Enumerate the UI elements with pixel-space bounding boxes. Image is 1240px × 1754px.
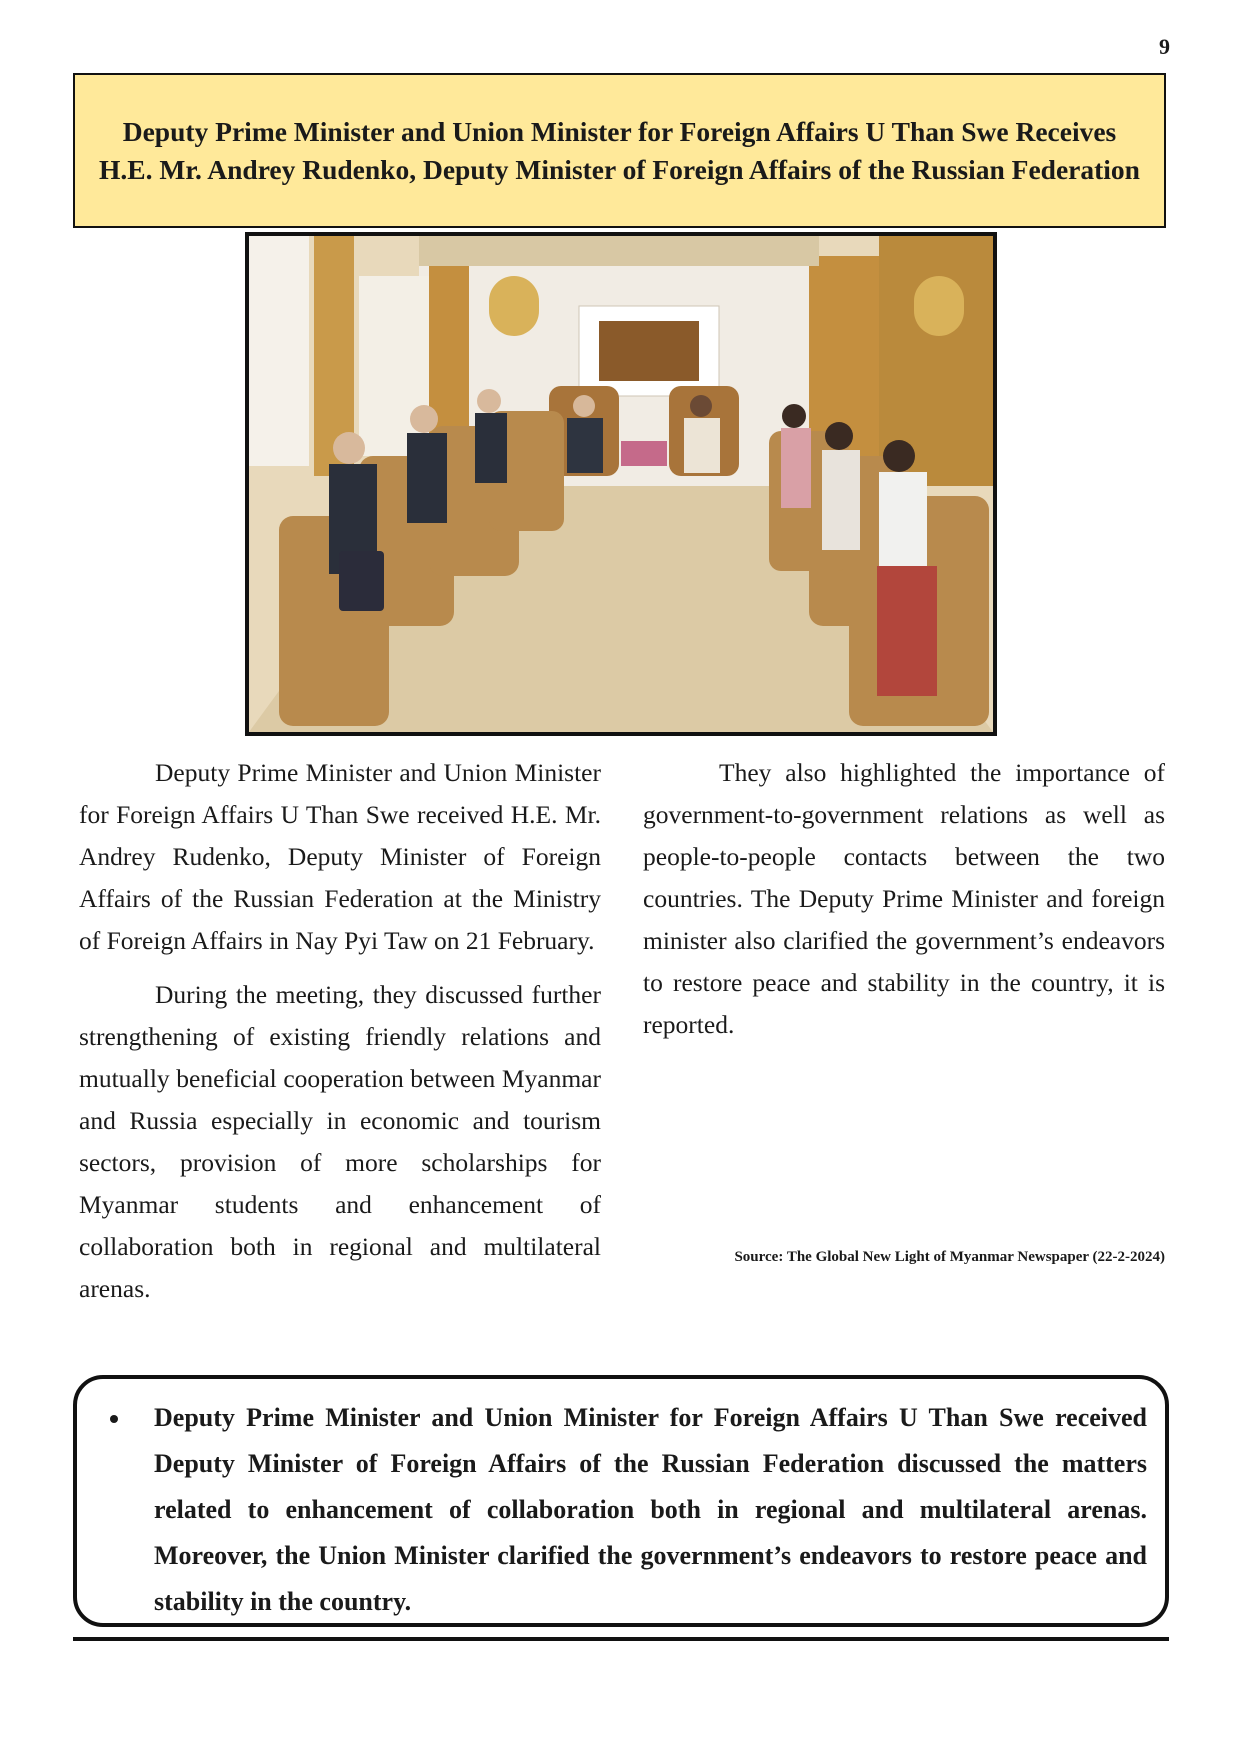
source-citation: Source: The Global New Light of Myanmar Newspaper (22-2-2024) xyxy=(734,1249,1165,1265)
page-number: 9 xyxy=(1159,34,1170,59)
paragraph: They also highlighted the importance of government-to-government relations as well as people-to-people contacts between the two countries. The Deputy Prime Minister and foreign minister also clarified the government’s endeavors to restore peace and stability in the country, it is reported. xyxy=(643,758,1165,1039)
right-column xyxy=(643,752,1165,1058)
paragraph: Deputy Prime Minister and Union Minister for Foreign Affairs U Than Swe received H.E. Mr. Andrey Rudenko, Deputy Minister of Foreign Affairs of the Russian Federation at the Ministry of Foreign Affairs in Nay Pyi Taw on 21 February. xyxy=(79,758,601,955)
meeting-room-illustration xyxy=(249,236,993,732)
bottom-divider xyxy=(73,1637,1169,1641)
article-title: Deputy Prime Minister and Union Minister for Foreign Affairs U Than Swe Receives H.E. Mr. Andrey Rudenko, Deputy Minister of Foreign Affairs of the Russian Federation xyxy=(99,115,1140,185)
summary-bullet: • Deputy Prime Minister and Union Minister for Foreign Affairs U Than Swe received Deputy Minister of Foreign Affairs of the Russian Federation discussed the matters related to enhancement of collaboration both in regional and multilateral arenas. Moreover, the Union Minister clarified the government’s endeavors to restore peace and stability in the country. xyxy=(132,1395,1147,1625)
left-column xyxy=(79,752,601,1322)
meeting-photo xyxy=(245,232,997,736)
article-title-box xyxy=(73,73,1166,228)
summary-box xyxy=(73,1375,1169,1627)
paragraph: During the meeting, they discussed further strengthening of existing friendly relations and mutually beneficial cooperation between Myanmar and Russia especially in economic and tourism sectors, provision of more scholarships for Myanmar students and enhancement of collaboration both in regional and multilateral arenas. xyxy=(79,980,601,1303)
summary-list xyxy=(77,1379,1165,1625)
